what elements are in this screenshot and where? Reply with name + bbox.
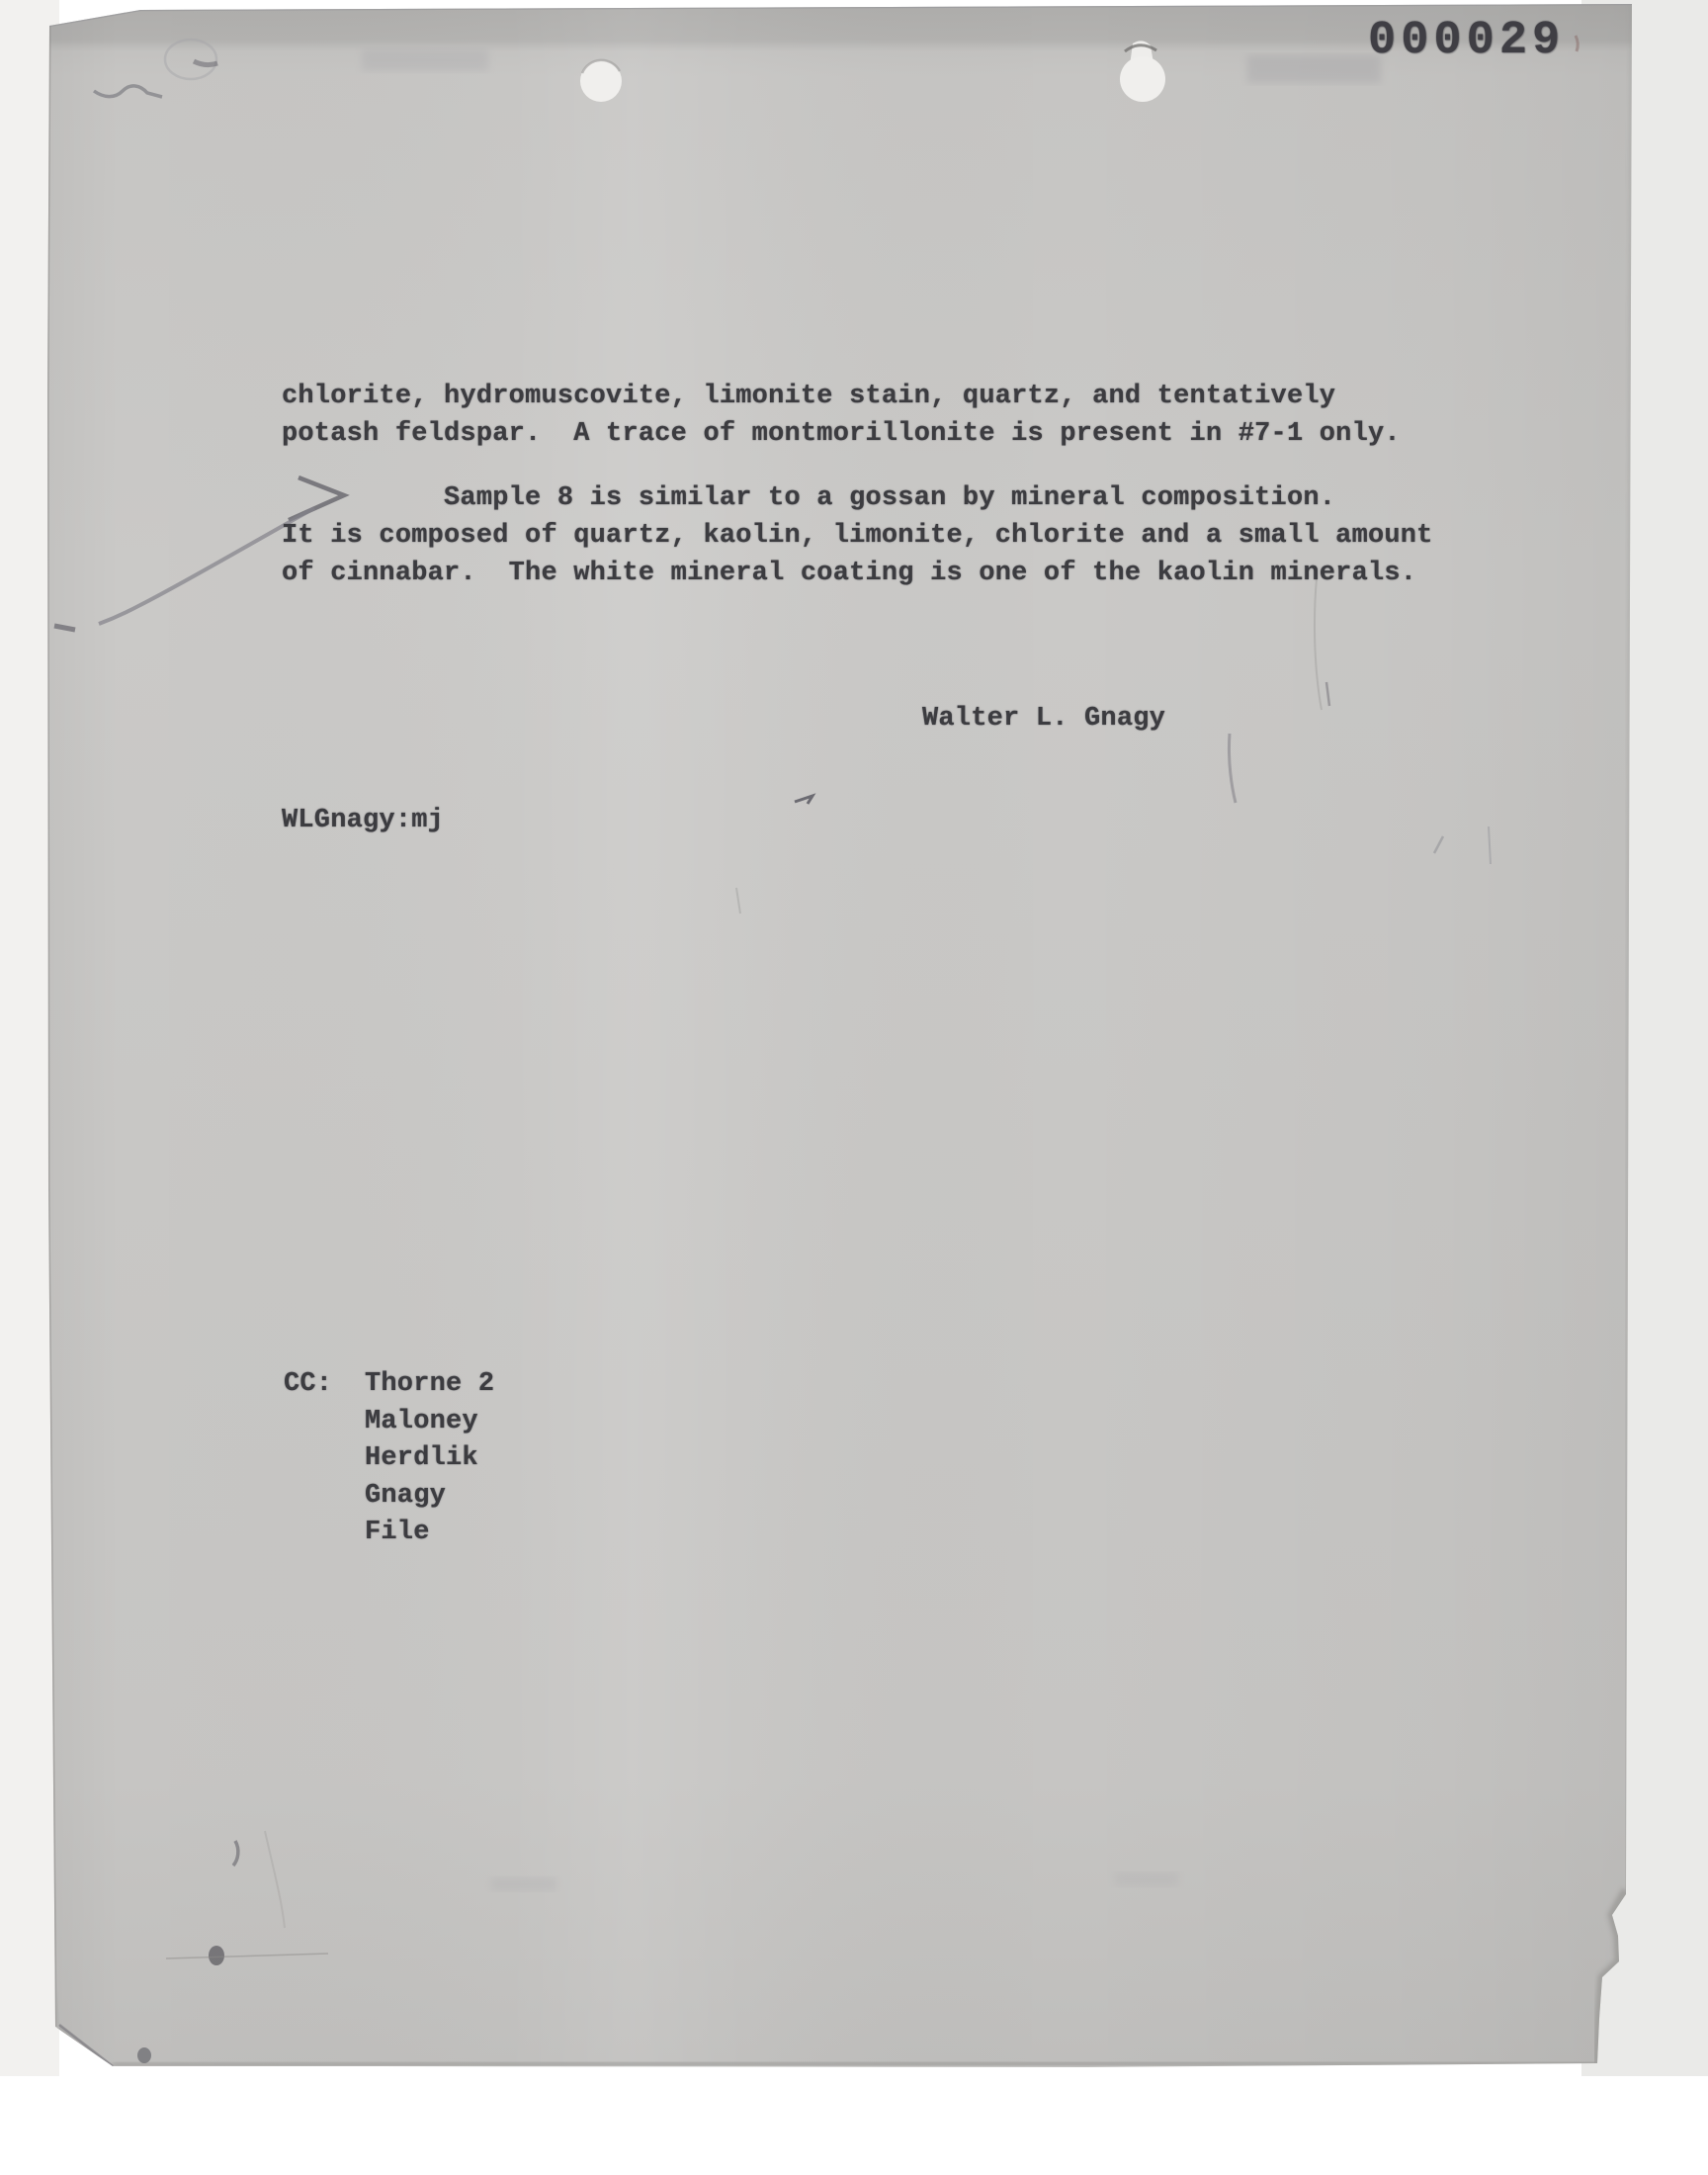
ink-speck-2 [137, 2047, 151, 2063]
faded-stamp-smudge-1 [362, 49, 488, 71]
body-paragraph2-line3: of cinnabar. The white mineral coating is one of the kaolin minerals. [282, 559, 1417, 588]
cc-label: CC: [284, 1369, 333, 1399]
cc-recipient: Gnagy [365, 1481, 447, 1511]
ink-speck-1 [209, 1946, 224, 1965]
smudge-bottom-2 [1115, 1872, 1178, 1886]
cc-recipient: Maloney [365, 1407, 478, 1436]
body-paragraph2-line2: It is composed of quartz, kaolin, limonite, chlorite and a small amount [282, 521, 1433, 551]
cc-recipient: Thorne 2 [365, 1369, 495, 1399]
body-paragraph1-line1: chlorite, hydromuscovite, limonite stain, quartz, and tentatively [282, 382, 1336, 411]
typist-reference: WLGnagy:mj [282, 806, 445, 835]
page-stamp-number: 000029 [1368, 15, 1566, 67]
smudge-bottom-1 [491, 1877, 556, 1891]
body-paragraph2-line1: Sample 8 is similar to a gossan by mineral composition. [282, 483, 1336, 513]
bottom-edge-shadow [113, 2062, 1597, 2065]
faded-stamp-smudge-2 [1247, 55, 1381, 83]
cc-recipient: File [365, 1518, 430, 1547]
signature-name: Walter L. Gnagy [922, 704, 1166, 734]
cc-recipient: Herdlik [365, 1443, 478, 1473]
hole-punch-right-icon [1120, 56, 1165, 102]
body-paragraph1-line2: potash feldspar. A trace of montmorillonite is present in #7-1 only. [282, 419, 1401, 449]
